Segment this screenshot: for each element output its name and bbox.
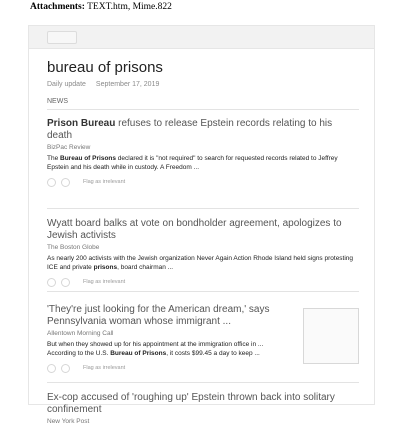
section-label: NEWS: [47, 98, 68, 105]
email-header-bar: [29, 26, 374, 49]
google-logo-placeholder: [47, 31, 77, 44]
news-item: [47, 118, 359, 189]
alert-email-card: [28, 25, 375, 425]
share-icon[interactable]: [47, 364, 56, 373]
attachments-line: [30, 2, 172, 12]
alert-date: September 17, 2019: [95, 81, 160, 88]
twitter-icon[interactable]: [61, 364, 70, 373]
alert-type: Daily update: [47, 81, 86, 88]
article-source: New York Post: [47, 418, 90, 425]
article-snippet: The Bureau of Prisons declared it is "not required" to search for requested records related to Jeffrey Epstein and his death while in custody. A Freedom ...: [47, 155, 338, 171]
flag-irrelevant-link[interactable]: Flag as irrelevant: [83, 365, 126, 371]
article-source: The Boston Globe: [47, 244, 100, 251]
news-item: [47, 304, 359, 375]
article-divider: [47, 208, 359, 209]
flag-irrelevant-link[interactable]: Flag as irrelevant: [83, 179, 126, 185]
article-snippet: As nearly 200 activists with the Jewish organization Never Again Action Rhode Island held signs protesting ICE and private prisons, board chairman ...: [47, 255, 354, 271]
article-source: BizPac Review: [47, 144, 91, 151]
article-divider: [47, 382, 359, 383]
article-actions: [47, 277, 359, 289]
article-snippet: But when they showed up for his appointment at the immigration office in ... According to the U.S. Bureau of Prisons, it costs $99.45 a day to keep ...: [47, 341, 264, 357]
twitter-icon[interactable]: [61, 278, 70, 287]
news-item: [47, 218, 359, 289]
share-icon[interactable]: [47, 178, 56, 187]
attachments-label: Attachments:: [30, 2, 85, 12]
article-headline[interactable]: Ex-cop accused of 'roughing up' Epstein thrown back into solitary confinement: [47, 392, 335, 415]
article-source: Allentown Morning Call: [47, 330, 114, 337]
twitter-icon[interactable]: [61, 178, 70, 187]
article-headline[interactable]: Prison Bureau refuses to release Epstein records relating to his death: [47, 118, 333, 141]
alert-title: bureau of prisons: [47, 59, 163, 76]
flag-irrelevant-link[interactable]: Flag as irrelevant: [83, 279, 126, 285]
article-headline[interactable]: 'They're just looking for the American dream,' says Pennsylvania woman whose immigrant ...: [47, 304, 270, 327]
article-headline[interactable]: Wyatt board balks at vote on bondholder agreement, apologizes to Jewish activists: [47, 218, 342, 241]
article-divider: [47, 291, 359, 292]
article-actions: [47, 363, 359, 375]
section-divider: [47, 109, 359, 110]
article-actions: [47, 177, 359, 189]
article-thumbnail[interactable]: [303, 308, 359, 364]
news-item: [47, 392, 359, 425]
attachments-value: TEXT.htm, Mime.822: [87, 2, 172, 12]
share-icon[interactable]: [47, 278, 56, 287]
alert-meta: [47, 81, 159, 88]
